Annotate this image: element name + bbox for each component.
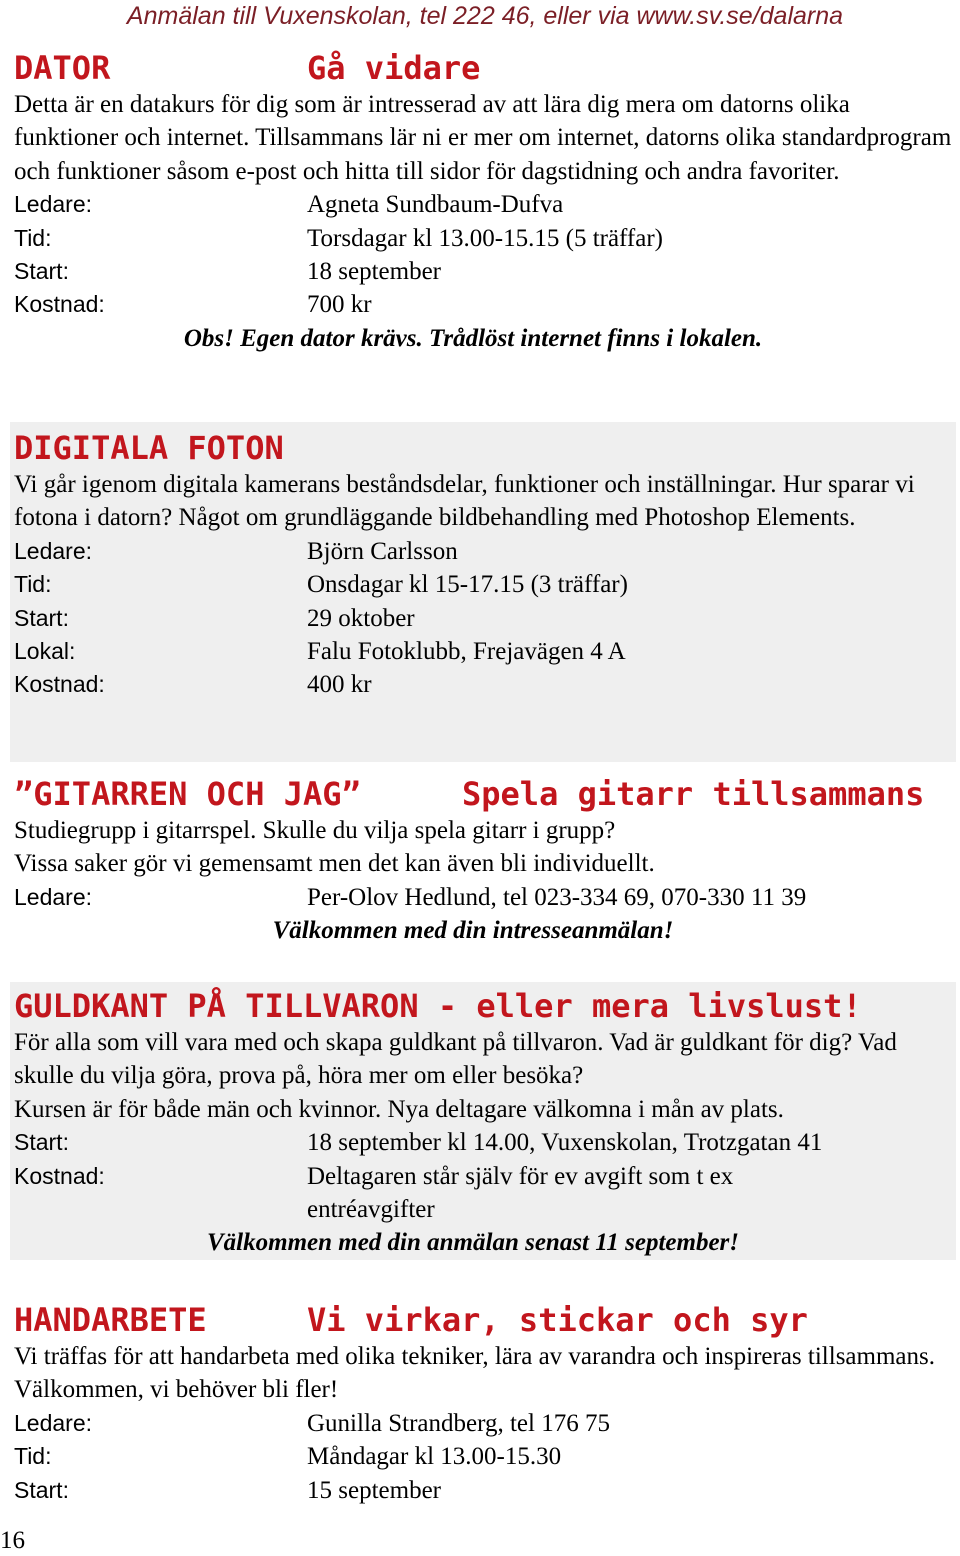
section-line: Studiegrupp i gitarrspel. Skulle du vilja spela gitarr i grupp? <box>14 817 616 844</box>
section-description: Detta är en datakurs för dig som är intresserad av att lära dig mera om datorns olika funktioner och internet. Tillsammans lär ni er mer om internet, datorns olika standardprogram och funktioner såsom e-post och hitta till sidor för dagstidning och andra favoriter. <box>14 91 952 185</box>
info-row-cost: Kostnad: Deltagaren står själv för ev avgift som t ex entréavgifter <box>14 1162 734 1224</box>
info-row-cost: Kostnad: 400 kr <box>14 671 372 699</box>
info-row-time: Tid: Torsdagar kl 13.00-15.15 (5 träffar) <box>14 224 664 252</box>
section-title: HANDARBETE <box>14 1301 207 1339</box>
info-row-start: Start: 29 oktober <box>14 604 415 632</box>
section-handarbete-heading <box>14 1300 952 1340</box>
section-subtitle: Gå vidare <box>307 49 481 87</box>
section-dator <box>10 48 956 355</box>
section-handarbete <box>10 1300 956 1507</box>
info-row-leader: Ledare: Gunilla Strandberg, tel 176 75 <box>14 1409 610 1437</box>
info-row-start: Start: 18 september kl 14.00, Vuxenskolan, Trotzgatan 41 <box>14 1129 823 1157</box>
section-note: Välkommen med din anmälan senast 11 september! <box>207 1229 739 1257</box>
info-row-leader: Ledare: Per-Olov Hedlund, tel 023-334 69, 070-330 11 39 <box>14 883 807 911</box>
page-header: Anmälan till Vuxenskolan, tel 222 46, eller via www.sv.se/dalarna <box>126 2 844 30</box>
section-gitarr-heading <box>14 774 952 814</box>
info-row-leader: Ledare: Björn Carlsson <box>14 537 458 565</box>
info-row-time: Tid: Onsdagar kl 15-17.15 (3 träffar) <box>14 571 628 599</box>
info-row-location: Lokal: Falu Fotoklubb, Frejavägen 4 A <box>14 637 626 665</box>
section-subtitle: Spela gitarr tillsammans <box>462 775 925 813</box>
info-row-start: Start: 15 september <box>14 1476 441 1504</box>
info-row-cost: Kostnad: 700 kr <box>14 291 372 319</box>
section-note: Obs! Egen dator krävs. Trådlöst internet finns i lokalen. <box>183 324 763 352</box>
section-description: Vi träffas för att handarbeta med olika tekniker, lära av varandra och inspireras tillsammans. Välkommen, vi behöver bli fler! <box>14 1343 935 1404</box>
section-line: För alla som vill vara med och skapa guldkant på tillvaron. Vad är guldkant för dig? Vad skulle du vilja göra, prova på, höra mer om eller besöka? <box>14 1029 897 1090</box>
section-subtitle: Vi virkar, stickar och syr <box>307 1301 808 1339</box>
section-dator-heading <box>14 48 952 88</box>
section-line: Kursen är för både män och kvinnor. Nya deltagare välkomna i mån av plats. <box>14 1095 784 1123</box>
section-digitala-foton <box>10 422 956 762</box>
section-title: DIGITALA FOTON <box>14 429 284 467</box>
section-description: Vi går igenom digitala kamerans beståndsdelar, funktioner och inställningar. Hur sparar vi fotona i datorn? Något om grundläggande bildbehandling med Photoshop Elements. <box>14 471 915 532</box>
info-row-time: Tid: Måndagar kl 13.00-15.30 <box>14 1443 562 1471</box>
info-row-leader: Ledare: Agneta Sundbaum-Dufva <box>14 191 564 219</box>
section-foton-heading <box>14 428 952 468</box>
section-guldkant-heading <box>14 986 952 1026</box>
section-line: Vissa saker gör vi gemensamt men det kan även bli individuellt. <box>14 850 655 878</box>
info-row-start: Start: 18 september <box>14 258 441 285</box>
section-gitarren <box>10 774 956 948</box>
section-title: ”GITARREN OCH JAG” <box>14 775 361 813</box>
section-note: Välkommen med din intresseanmälan! <box>272 917 674 945</box>
section-guldkant <box>10 982 956 1260</box>
page-number: 16 <box>0 1527 25 1554</box>
section-title: GULDKANT PÅ TILLVARON - eller mera livslust! <box>14 987 862 1025</box>
section-title: DATOR <box>14 49 111 87</box>
